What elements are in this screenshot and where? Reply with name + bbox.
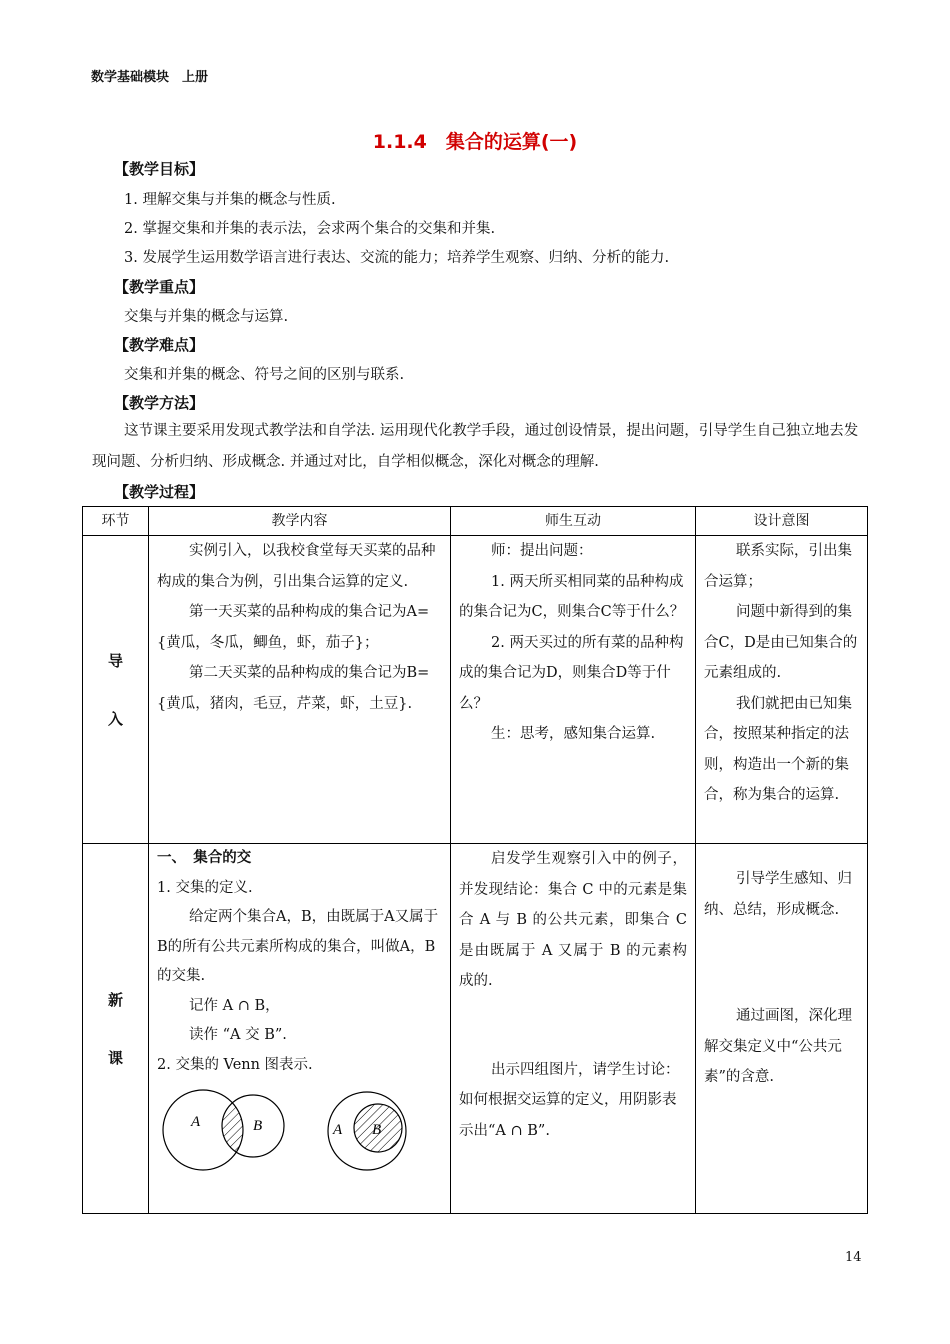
intent-cell bbox=[696, 536, 868, 844]
section-heading-key: 【教学重点】 bbox=[114, 278, 205, 296]
goal-item: 1. 理解交集与并集的概念与性质. bbox=[124, 192, 336, 208]
content-paragraph: 1. 交集的定义. bbox=[157, 879, 253, 896]
interaction-cell bbox=[451, 536, 696, 844]
content-paragraph: 2. 交集的 Venn 图表示. bbox=[157, 1056, 313, 1073]
content-paragraph: 第一天买菜的品种构成的集合记为A={黄瓜，冬瓜，鲫鱼，虾，茄子}； bbox=[157, 604, 430, 651]
running-header: 数学基础模块 上册 bbox=[91, 70, 209, 85]
section-heading-process: 【教学过程】 bbox=[114, 483, 205, 501]
teaching-process-table bbox=[82, 506, 868, 1214]
content-paragraph: 第二天买菜的品种构成的集合记为B={黄瓜，猪肉，毛豆，芹菜，虾，土豆}. bbox=[157, 665, 430, 712]
venn-diagrams bbox=[157, 1084, 437, 1176]
table-row bbox=[83, 536, 868, 844]
section-heading-goal: 【教学目标】 bbox=[114, 160, 205, 178]
section-heading-difficulty: 【教学难点】 bbox=[114, 336, 205, 354]
interaction-paragraph: 出示四组图片，请学生讨论：如何根据交运算的定义，用阴影表示出“A ∩ B”. bbox=[459, 1061, 680, 1139]
venn-intersection-diagram bbox=[163, 1090, 284, 1170]
column-header: 环节 bbox=[83, 507, 149, 536]
set-a-label: A bbox=[191, 1114, 201, 1130]
table-row bbox=[83, 844, 868, 1214]
section-heading-method: 【教学方法】 bbox=[114, 394, 205, 412]
content-cell bbox=[149, 536, 451, 844]
table-header-row bbox=[83, 507, 868, 536]
interaction-cell bbox=[451, 844, 696, 1214]
content-heading: 一、 集合的交 bbox=[157, 850, 252, 866]
interaction-paragraph: 生：思考，感知集合运算. bbox=[491, 726, 656, 742]
set-b-label: B bbox=[253, 1118, 263, 1134]
column-header: 设计意图 bbox=[696, 507, 868, 536]
goal-item: 3. 发展学生运用数学语言进行表达、交流的能力；培养学生观察、归纳、分析的能力. bbox=[124, 250, 670, 266]
content-paragraph: 记作 A ∩ B， bbox=[189, 997, 280, 1014]
interaction-paragraph: 2. 两天买过的所有菜的品种构成的集合记为D，则集合D等于什么？ bbox=[459, 634, 684, 712]
page-number: 14 bbox=[845, 1250, 862, 1265]
column-header: 师生互动 bbox=[451, 507, 696, 536]
intent-paragraph: 通过画图，深化理解交集定义中“公共元素”的含意. bbox=[704, 1008, 852, 1085]
difficulty-text: 交集和并集的概念、符号之间的区别与联系. bbox=[124, 367, 405, 383]
intent-paragraph: 引导学生感知、归纳、总结，形成概念. bbox=[704, 871, 852, 918]
set-a-label: A bbox=[333, 1122, 343, 1138]
goal-item: 2. 掌握交集和并集的表示法，会求两个集合的交集和并集. bbox=[124, 221, 496, 237]
interaction-paragraph: 启发学生观察引入中的例子，并发现结论：集合 C 中的元素是集合 A 与 B 的公共元素，即集合 C 是由既属于 A 又属于 B 的元素构成的. bbox=[459, 851, 687, 989]
intent-paragraph: 问题中新得到的集合C，D是由已知集合的元素组成的. bbox=[704, 604, 858, 681]
interaction-paragraph: 1. 两天所买相同菜的品种构成的集合记为C，则集合C等于什么？ bbox=[459, 573, 685, 620]
stage-cell: 新 课 bbox=[83, 844, 149, 1214]
content-paragraph: 给定两个集合A，B，由既属于A又属于B的所有公共元素所构成的集合，叫做A，B的交集. bbox=[157, 909, 439, 984]
intent-cell bbox=[696, 844, 868, 1214]
page-title: 1.1.4 集合的运算(一) bbox=[372, 131, 578, 153]
content-cell bbox=[149, 844, 451, 1214]
stage-cell: 导 入 bbox=[83, 536, 149, 844]
content-paragraph: 实例引入，以我校食堂每天买菜的品种构成的集合为例，引出集合运算的定义. bbox=[157, 543, 436, 590]
method-text: 这节课主要采用发现式教学法和自学法. 运用现代化教学手段，通过创设情景，提出问题，引导学生自己独立地去发现问题、分析归纳、形成概念. 并通过对比，自学相似概念，深化对概念的理解. bbox=[92, 423, 859, 470]
intent-paragraph: 联系实际，引出集合运算； bbox=[704, 543, 852, 590]
venn-subset-diagram bbox=[328, 1092, 406, 1170]
key-text: 交集与并集的概念与运算. bbox=[124, 309, 289, 325]
set-b-label: B bbox=[372, 1122, 382, 1138]
content-paragraph: 读作 “A 交 B”. bbox=[189, 1027, 287, 1043]
intent-paragraph: 我们就把由已知集合，按照某种指定的法则，构造出一个新的集合，称为集合的运算. bbox=[704, 695, 852, 803]
column-header: 教学内容 bbox=[149, 507, 451, 536]
interaction-paragraph: 师：提出问题： bbox=[491, 543, 593, 559]
